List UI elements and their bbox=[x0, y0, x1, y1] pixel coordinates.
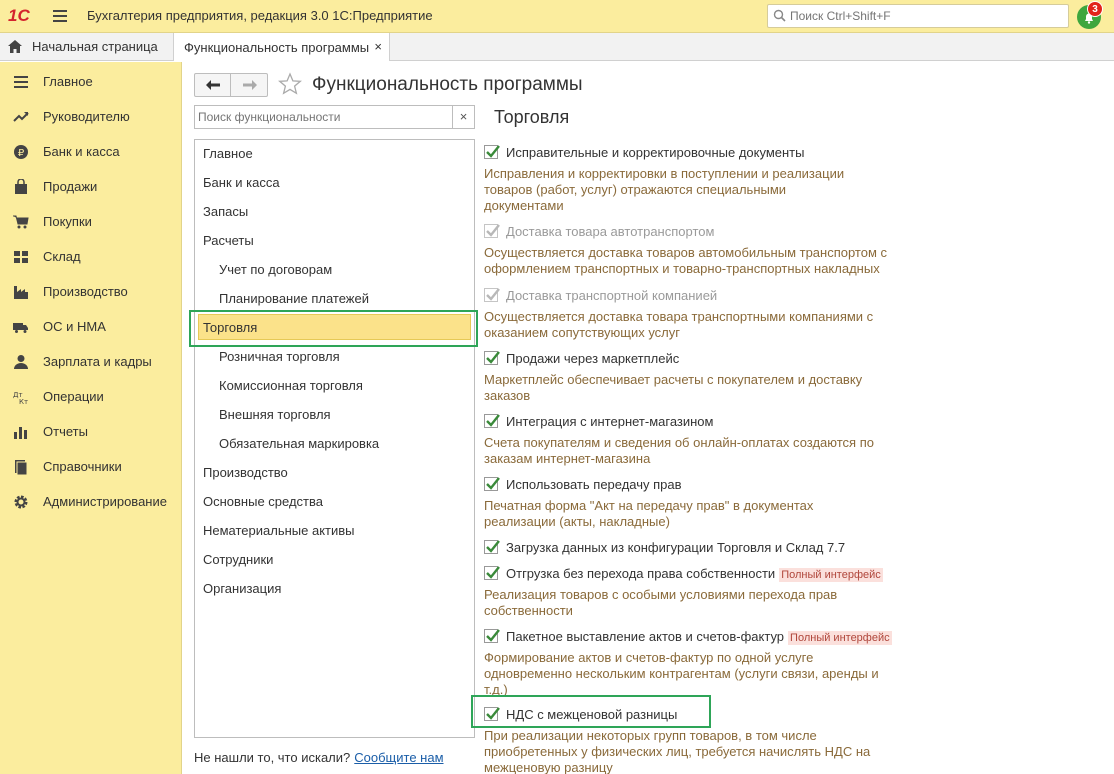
arrow-right-icon bbox=[243, 80, 257, 90]
notification-count-badge: 3 bbox=[1087, 1, 1103, 17]
tab-home-label: Начальная страница bbox=[32, 39, 158, 54]
check-icon bbox=[484, 627, 501, 644]
option-label: Пакетное выставление актов и счетов-фактур Полный интерфейс bbox=[506, 629, 890, 644]
tree-item-label: Производство bbox=[203, 465, 288, 480]
option-label: Использовать передачу прав bbox=[506, 477, 682, 492]
cart-icon bbox=[13, 214, 29, 230]
tree-item-label: Планирование платежей bbox=[219, 291, 369, 306]
full-interface-tag: Полный интерфейс bbox=[781, 569, 881, 581]
sidebar-item-label: Продажи bbox=[43, 179, 98, 194]
svg-text:Кт: Кт bbox=[19, 398, 29, 405]
sidebar-item-admin[interactable] bbox=[0, 484, 182, 519]
nav-buttons bbox=[194, 73, 268, 97]
close-tab-icon[interactable]: × bbox=[374, 39, 382, 54]
sidebar bbox=[0, 62, 182, 774]
tree-item[interactable] bbox=[195, 228, 474, 254]
option-shipment-no-ownership bbox=[484, 564, 894, 618]
check-icon bbox=[484, 564, 501, 581]
sidebar-item-warehouse[interactable] bbox=[0, 239, 182, 274]
tree-item-label: Организация bbox=[203, 581, 282, 596]
arrow-left-icon bbox=[206, 80, 220, 90]
option-description: Реализация товаров с особыми условиями перехода прав собственности bbox=[484, 587, 838, 618]
option-delivery-company bbox=[484, 286, 894, 340]
tree-item[interactable] bbox=[195, 518, 474, 544]
sidebar-item-salary[interactable] bbox=[0, 344, 182, 379]
tree-item[interactable] bbox=[195, 489, 474, 515]
main-menu-icon[interactable] bbox=[53, 10, 67, 22]
checkbox[interactable] bbox=[484, 540, 498, 554]
tree-item-label: Обязательная маркировка bbox=[219, 436, 380, 451]
option-description: Маркетплейс обеспечивает расчеты с покупателем и доставку заказов bbox=[484, 372, 863, 403]
forward-button[interactable] bbox=[232, 74, 268, 96]
main-panel bbox=[183, 62, 1114, 774]
tree-item-label: Основные средства bbox=[203, 494, 323, 509]
sidebar-item-reports[interactable] bbox=[0, 414, 182, 449]
factory-icon bbox=[13, 284, 29, 300]
checkbox[interactable] bbox=[484, 477, 498, 491]
tree-item-label: Расчеты bbox=[203, 233, 254, 248]
sidebar-item-label: Банк и касса bbox=[43, 144, 120, 159]
tree-item[interactable] bbox=[195, 460, 474, 486]
books-icon bbox=[13, 459, 29, 475]
sidebar-item-label: ОС и НМА bbox=[43, 319, 106, 334]
page-title: Функциональность программы bbox=[312, 74, 583, 95]
sidebar-item-purchases[interactable] bbox=[0, 204, 182, 239]
sidebar-item-main[interactable] bbox=[0, 64, 182, 99]
favorite-star-icon[interactable] bbox=[278, 72, 302, 96]
person-icon bbox=[13, 354, 29, 370]
gear-icon bbox=[13, 494, 29, 510]
menu-lines-icon bbox=[13, 74, 29, 90]
sidebar-item-references[interactable] bbox=[0, 449, 182, 484]
sidebar-item-label: Зарплата и кадры bbox=[43, 354, 152, 369]
highlight-frame bbox=[189, 310, 478, 347]
option-label: Доставка транспортной компанией bbox=[506, 288, 718, 303]
svg-text:₽: ₽ bbox=[17, 148, 25, 159]
option-label: Отгрузка без перехода права собственности Полный интерфейс bbox=[506, 566, 881, 581]
vertical-scrollbar[interactable] bbox=[1107, 62, 1114, 774]
tab-functionality-label: Функциональность программы bbox=[184, 39, 370, 55]
checkbox[interactable] bbox=[484, 629, 498, 643]
clear-search-button[interactable]: × bbox=[452, 106, 474, 128]
check-icon bbox=[484, 475, 501, 492]
sidebar-item-label: Справочники bbox=[43, 459, 122, 474]
option-label: Доставка товара автотранспортом bbox=[506, 224, 715, 239]
option-description: Исправления и корректировки в поступлении и реализации товаров (работ, услуг) отражаются специальными документами bbox=[484, 166, 845, 213]
check-icon bbox=[484, 349, 501, 366]
report-link[interactable]: Сообщите нам bbox=[354, 750, 444, 765]
sidebar-item-bank[interactable] bbox=[0, 134, 182, 169]
tree-item[interactable] bbox=[195, 286, 474, 312]
tree-item-label: Внешняя торговля bbox=[219, 407, 331, 422]
option-corrective-docs bbox=[484, 143, 894, 213]
tree-item[interactable] bbox=[195, 141, 474, 167]
option-data-import bbox=[484, 538, 894, 558]
check-icon bbox=[484, 222, 501, 239]
tree-item-label: Сотрудники bbox=[203, 552, 274, 567]
tree-item[interactable] bbox=[195, 344, 474, 370]
global-search[interactable] bbox=[767, 4, 1069, 28]
search-icon bbox=[773, 9, 786, 22]
option-online-store bbox=[484, 412, 894, 466]
global-search-input[interactable] bbox=[790, 7, 1060, 25]
tree-item-label: Комиссионная торговля bbox=[219, 378, 363, 393]
back-button[interactable] bbox=[195, 74, 231, 96]
checkbox[interactable] bbox=[484, 351, 498, 365]
tree-item[interactable] bbox=[195, 576, 474, 602]
tree-item[interactable] bbox=[195, 402, 474, 428]
svg-text:Дт: Дт bbox=[13, 391, 23, 399]
not-found-text: Не нашли то, что искали? bbox=[194, 750, 351, 765]
checkbox[interactable] bbox=[484, 414, 498, 428]
checkbox bbox=[484, 224, 498, 238]
option-rights-transfer bbox=[484, 475, 894, 529]
tree-item-label: Запасы bbox=[203, 204, 249, 219]
sidebar-item-label: Главное bbox=[43, 74, 93, 89]
section-title: Торговля bbox=[494, 107, 570, 127]
option-label: Интеграция с интернет-магазином bbox=[506, 414, 714, 429]
tree-item[interactable] bbox=[195, 257, 474, 283]
tree-item[interactable] bbox=[195, 373, 474, 399]
sidebar-item-label: Администрирование bbox=[43, 494, 167, 509]
tree-item-label: Розничная торговля bbox=[219, 349, 340, 364]
option-label: НДС с межценовой разницы bbox=[506, 707, 678, 722]
option-marketplace bbox=[484, 349, 894, 403]
check-icon bbox=[484, 412, 501, 429]
sidebar-item-label: Руководителю bbox=[43, 109, 130, 124]
app-logo: 1С bbox=[8, 6, 30, 25]
check-icon bbox=[484, 538, 501, 555]
functionality-tree bbox=[194, 139, 475, 738]
functionality-search-input[interactable] bbox=[198, 109, 448, 125]
tree-item-label: Торговля bbox=[203, 320, 258, 335]
tree-item-label: Нематериальные активы bbox=[203, 523, 355, 538]
tab-bar bbox=[0, 33, 1114, 61]
tree-item[interactable] bbox=[195, 199, 474, 225]
trend-icon bbox=[13, 109, 29, 125]
tree-item[interactable] bbox=[195, 431, 474, 457]
checkbox[interactable] bbox=[484, 566, 498, 580]
sidebar-item-label: Покупки bbox=[43, 214, 92, 229]
option-description: Осуществляется доставка товара транспортными компаниями с оказанием сопутствующих услуг bbox=[484, 309, 874, 340]
option-batch-invoices bbox=[484, 627, 894, 697]
check-icon bbox=[484, 143, 501, 160]
sidebar-item-production[interactable] bbox=[0, 274, 182, 309]
sidebar-item-label: Склад bbox=[43, 249, 81, 264]
option-description: При реализации некоторых групп товаров, в том числе приобретенных у физических лиц, требуется начислять НДС на межценовую разницу bbox=[484, 728, 871, 774]
sidebar-item-label: Операции bbox=[43, 389, 104, 404]
option-label: Загрузка данных из конфигурации Торговля и Склад 7.7 bbox=[506, 540, 846, 555]
check-icon bbox=[484, 286, 501, 303]
sidebar-item-label: Производство bbox=[43, 284, 128, 299]
option-description: Счета покупателям и сведения об онлайн-оплатах создаются по заказам интернет-магазина bbox=[484, 435, 874, 466]
truck-icon bbox=[13, 319, 29, 335]
option-description: Формирование актов и счетов-фактур по одной услуге одновременно нескольким контрагентам (услуги связи, аренды и т.д.) bbox=[484, 650, 879, 697]
sidebar-item-manager[interactable] bbox=[0, 99, 182, 134]
bag-icon bbox=[13, 179, 29, 195]
dt-kt-icon bbox=[13, 389, 29, 405]
option-label: Продажи через маркетплейс bbox=[506, 351, 680, 366]
ruble-coin-icon bbox=[13, 144, 29, 160]
notifications-button[interactable] bbox=[1077, 5, 1101, 29]
tree-item-label: Главное bbox=[203, 146, 253, 161]
option-label: Исправительные и корректировочные документы bbox=[506, 145, 805, 160]
sidebar-item-assets[interactable] bbox=[0, 309, 182, 344]
home-icon bbox=[8, 40, 22, 53]
option-vat-margin bbox=[484, 705, 894, 774]
app-title: Бухгалтерия предприятия, редакция 3.0 1С:Предприятие bbox=[87, 8, 433, 23]
full-interface-tag: Полный интерфейс bbox=[790, 632, 890, 644]
tree-item[interactable] bbox=[195, 547, 474, 573]
option-description: Осуществляется доставка товаров автомобильным транспортом с оформлением транспортных и товарно-транспортных накладных bbox=[484, 245, 888, 276]
tree-item-label: Банк и касса bbox=[203, 175, 280, 190]
sidebar-item-label: Отчеты bbox=[43, 424, 88, 439]
checkbox[interactable] bbox=[484, 145, 498, 159]
not-found-hint bbox=[194, 750, 444, 765]
sidebar-item-operations[interactable] bbox=[0, 379, 182, 414]
tab-functionality[interactable] bbox=[173, 33, 390, 61]
checkbox bbox=[484, 288, 498, 302]
sidebar-item-sales[interactable] bbox=[0, 169, 182, 204]
option-description: Печатная форма "Акт на передачу прав" в документах реализации (акты, накладные) bbox=[484, 498, 814, 529]
option-delivery-auto bbox=[484, 222, 894, 276]
check-icon bbox=[484, 705, 501, 722]
bar-chart-icon bbox=[13, 424, 29, 440]
checkbox[interactable] bbox=[484, 707, 498, 721]
functionality-search[interactable] bbox=[194, 105, 475, 129]
title-bar bbox=[0, 0, 1114, 33]
tab-home[interactable] bbox=[0, 33, 166, 60]
tree-item[interactable] bbox=[195, 170, 474, 196]
tree-item-label: Учет по договорам bbox=[219, 262, 333, 277]
grid-icon bbox=[13, 249, 29, 265]
